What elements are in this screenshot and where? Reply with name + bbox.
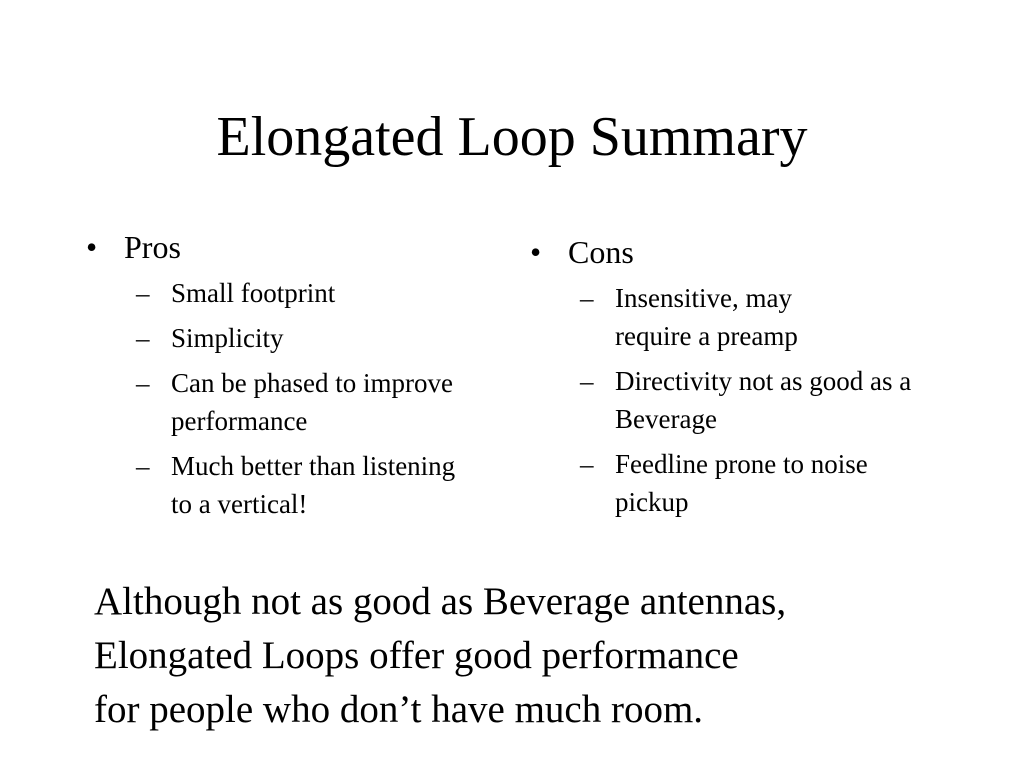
summary-line: Elongated Loops offer good performance	[94, 634, 739, 677]
pros-item-text: Much better than listening to a vertical!	[171, 451, 456, 519]
bullet-marker: •	[86, 229, 98, 265]
list-item	[136, 274, 506, 312]
dash-marker: –	[136, 451, 150, 481]
bullet-marker: •	[530, 234, 542, 270]
summary-line: for people who don’t have much room.	[94, 688, 704, 731]
list-item	[580, 445, 970, 521]
cons-item-text: Insensitive, may require a preamp	[615, 283, 798, 351]
summary-text	[94, 575, 974, 737]
pros-heading-text: Pros	[124, 229, 181, 265]
list-item	[580, 279, 970, 355]
slide-title: Elongated Loop Summary	[216, 106, 808, 168]
summary-line: Although not as good as Beverage antennas,	[94, 580, 787, 623]
list-item	[580, 362, 970, 438]
cons-item-text: Feedline prone to noise pickup	[615, 449, 868, 517]
cons-heading	[530, 231, 970, 273]
list-item	[136, 447, 506, 523]
pros-list	[86, 274, 506, 523]
list-item	[136, 364, 506, 440]
pros-item-text: Simplicity	[171, 323, 284, 353]
cons-item-text: Directivity not as good as a Beverage	[615, 366, 912, 434]
dash-marker: –	[136, 278, 150, 308]
cons-list	[530, 279, 970, 521]
dash-marker: –	[136, 323, 150, 353]
cons-heading-text: Cons	[568, 234, 634, 270]
dash-marker: –	[136, 368, 150, 398]
dash-marker: –	[580, 283, 594, 313]
list-item	[136, 319, 506, 357]
dash-marker: –	[580, 366, 594, 396]
pros-item-text: Small footprint	[171, 278, 336, 308]
pros-item-text: Can be phased to improve performance	[171, 368, 453, 436]
pros-heading	[86, 226, 506, 268]
dash-marker: –	[580, 449, 594, 479]
pros-column	[86, 226, 506, 530]
cons-column	[530, 231, 970, 528]
